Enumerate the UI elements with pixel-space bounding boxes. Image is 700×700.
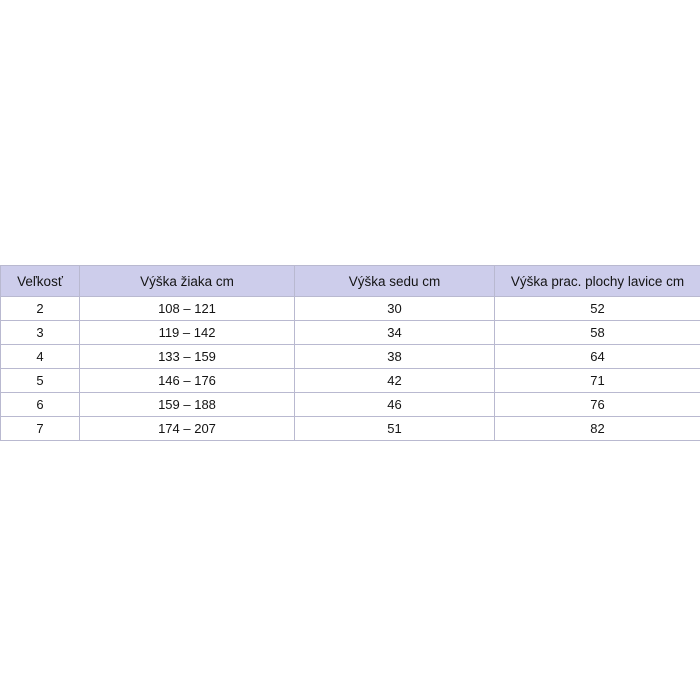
school-furniture-size-table [0,265,700,441]
cell-desk-surface-height: 52 [495,297,700,321]
column-header-size: Veľkosť [1,266,80,297]
cell-size: 3 [1,321,80,345]
cell-pupil-height: 159 – 188 [80,393,295,417]
cell-seat-height: 42 [295,369,495,393]
table-row [1,369,700,393]
column-header-pupil-height: Výška žiaka cm [80,266,295,297]
cell-size: 2 [1,297,80,321]
cell-size: 7 [1,417,80,441]
table-header [1,266,700,297]
cell-seat-height: 38 [295,345,495,369]
cell-pupil-height: 108 – 121 [80,297,295,321]
size-table-container [0,265,700,441]
cell-size: 5 [1,369,80,393]
column-header-seat-height: Výška sedu cm [295,266,495,297]
cell-seat-height: 46 [295,393,495,417]
cell-seat-height: 34 [295,321,495,345]
cell-seat-height: 51 [295,417,495,441]
cell-pupil-height: 133 – 159 [80,345,295,369]
table-row [1,321,700,345]
table-row [1,345,700,369]
cell-pupil-height: 119 – 142 [80,321,295,345]
cell-pupil-height: 146 – 176 [80,369,295,393]
table-header-row [1,266,700,297]
table-row [1,417,700,441]
cell-desk-surface-height: 71 [495,369,700,393]
table-row [1,393,700,417]
cell-desk-surface-height: 76 [495,393,700,417]
column-header-desk-surface-height: Výška prac. plochy lavice cm [495,266,700,297]
cell-pupil-height: 174 – 207 [80,417,295,441]
cell-desk-surface-height: 82 [495,417,700,441]
table-body [1,297,700,441]
table-row [1,297,700,321]
cell-desk-surface-height: 64 [495,345,700,369]
cell-size: 4 [1,345,80,369]
cell-seat-height: 30 [295,297,495,321]
cell-desk-surface-height: 58 [495,321,700,345]
cell-size: 6 [1,393,80,417]
